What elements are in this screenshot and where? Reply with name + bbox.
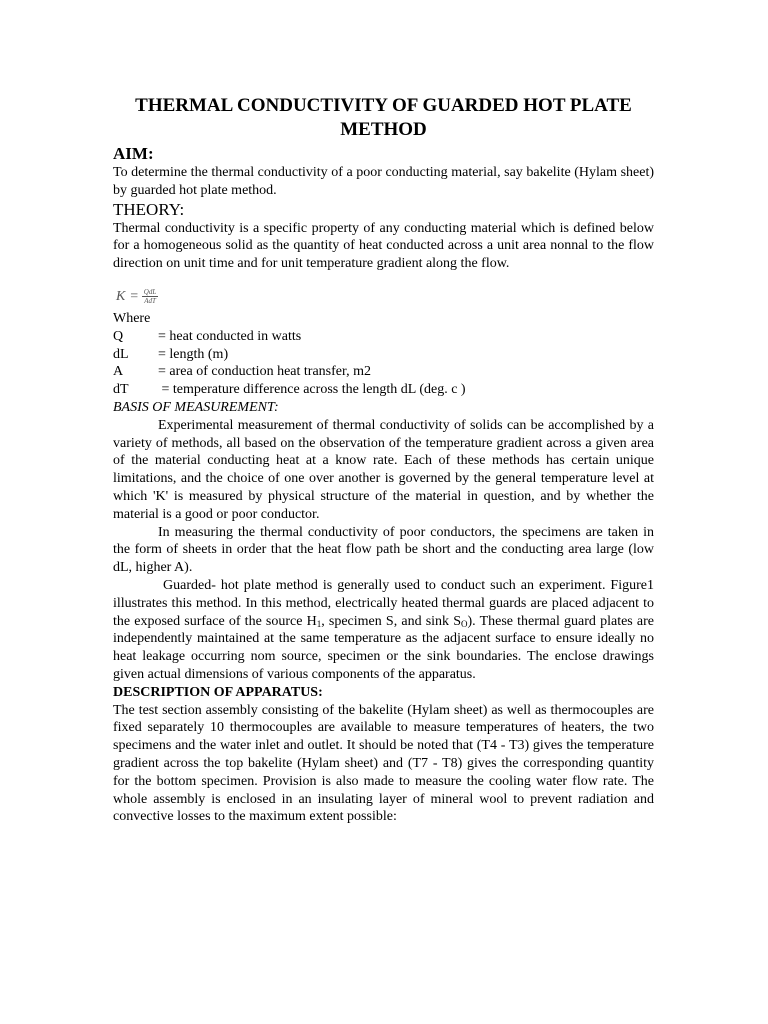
aim-text: To determine the thermal conductivity of a poor conducting material, say bakelite (Hylam sheet) by guarded hot plate method. xyxy=(113,165,654,198)
formula-numerator: QdL xyxy=(143,288,157,297)
basis-paragraph-3 xyxy=(113,577,654,684)
basis-p3-part-a: Guarded- hot plate method is generally used to conduct such an experiment. Figure1 illustrates this method. In this method, electrically heated thermal guards are placed adjacent to the exposed surface of the source H xyxy=(113,577,654,629)
basis-paragraph-2: In measuring the thermal conductivity of poor conductors, the specimens are taken in the form of sheets in order that the heat flow path be short and the conducting area large (low dL, higher A). xyxy=(113,524,654,576)
page-title: THERMAL CONDUCTIVITY OF GUARDED HOT PLATE METHOD xyxy=(135,95,632,140)
definition-row xyxy=(113,363,654,381)
description-heading: DESCRIPTION OF APPARATUS: xyxy=(113,684,323,700)
definition-symbol: dT xyxy=(113,382,129,398)
definition-text: = heat conducted in watts xyxy=(158,328,302,344)
formula-denominator: AdT xyxy=(144,297,156,306)
basis-p3-part-b: , specimen S, and sink S xyxy=(321,613,461,629)
definitions-block xyxy=(113,310,654,399)
definition-text: = temperature difference across the length dL (deg. c ) xyxy=(158,382,466,398)
document-body xyxy=(113,94,654,826)
theory-heading: THEORY: xyxy=(113,199,185,219)
conductivity-formula xyxy=(116,287,654,307)
definition-row xyxy=(113,328,654,346)
formula-fraction xyxy=(142,288,158,305)
definition-row xyxy=(113,381,654,399)
subscript-o: O xyxy=(461,618,468,629)
definition-text: = length (m) xyxy=(158,346,229,362)
formula-lhs: K xyxy=(116,289,126,305)
definition-symbol: A xyxy=(113,364,124,380)
subscript-1: 1 xyxy=(316,618,322,629)
definition-row xyxy=(113,346,654,364)
theory-text: Thermal conductivity is a specific property of any conducting material which is defined below for a homogeneous solid as the quantity of heat conducted across a unit area nonnal to the flow direction on unit time and for unit temperature gradient along the flow. xyxy=(113,220,654,272)
definition-symbol: Q xyxy=(113,328,124,344)
basis-heading: BASIS OF MEASUREMENT: xyxy=(113,399,279,415)
definition-symbol: dL xyxy=(113,346,129,362)
description-text: The test section assembly consisting of the bakelite (Hylam sheet) as well as thermocouples are fixed separately 10 thermocouples are available to measure temperatures of heaters, the two specimens and the water inlet and outlet. It should be noted that (T4 - T3) gives the temperature gradient across the top bakelite (Hylam sheet) and (T7 - T8) gives the corresponding quantity for the bottom specimen. Provision is also made to measure the cooling water flow rate. The whole assembly is enclosed in an insulating layer of mineral wool to prevent radiation and convective losses to the maximum extent possible: xyxy=(113,702,654,825)
formula-equals: = xyxy=(129,289,139,305)
where-label: Where xyxy=(113,310,151,326)
definition-text: = area of conduction heat transfer, m2 xyxy=(158,364,371,380)
aim-heading: AIM: xyxy=(113,144,154,163)
basis-p3-part-c: ). These thermal guard plates are independently maintained at the same temperature as the adjacent surface to ensure ideally no heat leakage occurring nom source, specimen or the sink boundaries. The enclose drawings given actual dimensions of various components of the apparatus. xyxy=(113,613,654,682)
basis-paragraph-1: Experimental measurement of thermal conductivity of solids can be accomplished by a variety of methods, all based on the observation of the temperature gradient across a given area of the material conducting heat at a know rate. Each of these methods has certain unique limitations, and the choice of one over another is governed by the general temperature level at which 'K' is measured by physical structure of the material in question, and by whether the material is a good or poor conductor. xyxy=(113,417,654,522)
